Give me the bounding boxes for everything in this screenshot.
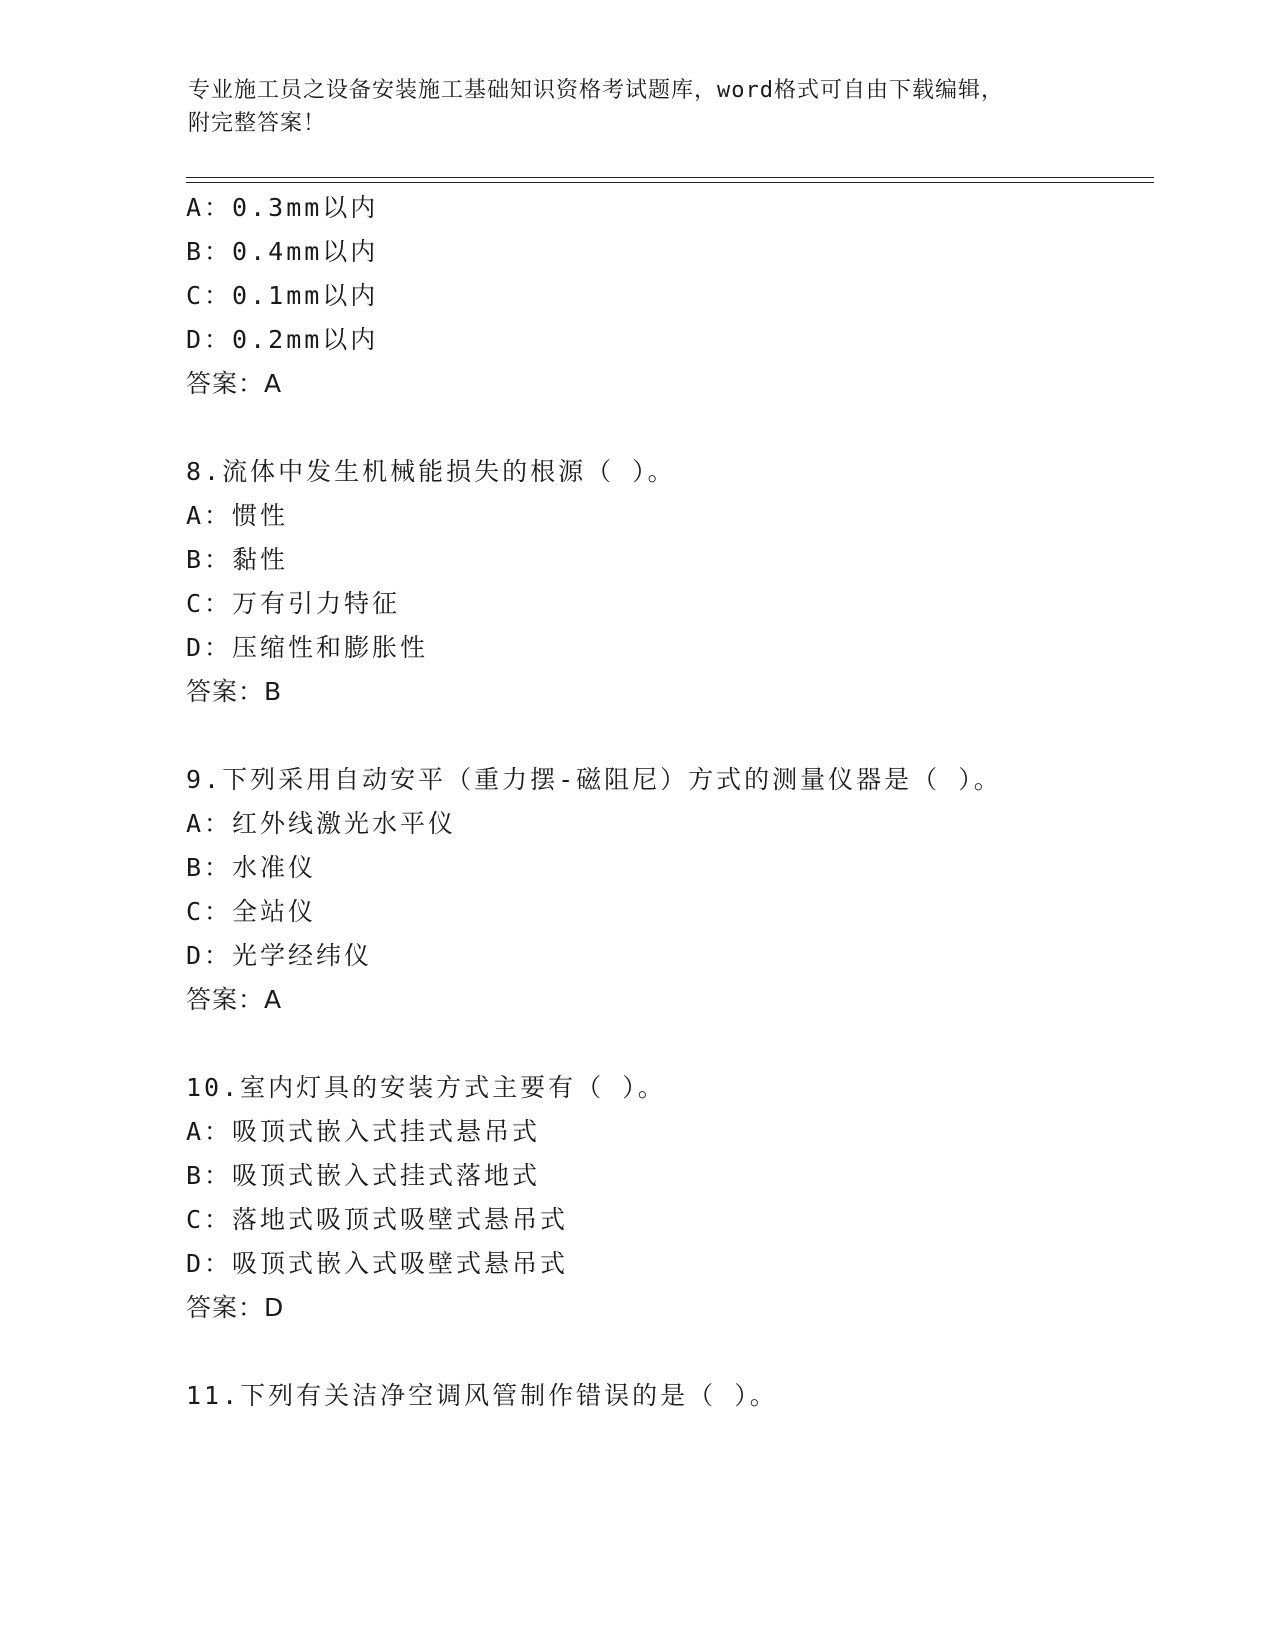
q9-option-c: C：全站仪	[186, 897, 317, 926]
q9-option-a: A：红外线激光水平仪	[186, 809, 457, 838]
header-divider-bottom	[186, 182, 1154, 183]
q10-option-b: B：吸顶式嵌入式挂式落地式	[186, 1161, 541, 1190]
q7-option-d: D：0.2mm以内	[186, 325, 379, 354]
q10-option-a: A：吸顶式嵌入式挂式悬吊式	[186, 1117, 541, 1146]
header-divider-top	[186, 177, 1154, 178]
header-line-2: 附完整答案！	[188, 111, 327, 136]
q9-option-d: D：光学经纬仪	[186, 941, 373, 970]
q8-option-a: A：惯性	[186, 501, 289, 530]
q7-option-a: A：0.3mm以内	[186, 193, 379, 222]
q10-question: 10.室内灯具的安装方式主要有（ ）。	[186, 1073, 666, 1102]
q7-answer: 答案：A	[186, 369, 283, 398]
q8-option-b: B：黏性	[186, 545, 289, 574]
q9-question: 9.下列采用自动安平（重力摆-磁阻尼）方式的测量仪器是（ ）。	[186, 765, 1002, 794]
document-header	[188, 74, 1068, 140]
q9-option-b: B：水准仪	[186, 853, 317, 882]
q10-option-c: C：落地式吸顶式吸壁式悬吊式	[186, 1205, 569, 1234]
q8-option-d: D：压缩性和膨胀性	[186, 633, 429, 662]
q7-option-b: B：0.4mm以内	[186, 237, 379, 266]
q8-question: 8.流体中发生机械能损失的根源（ ）。	[186, 457, 676, 486]
q7-option-c: C：0.1mm以内	[186, 281, 379, 310]
q9-answer: 答案：A	[186, 985, 283, 1014]
q8-answer: 答案：B	[186, 677, 283, 706]
q11-question: 11.下列有关洁净空调风管制作错误的是（ ）。	[186, 1381, 778, 1410]
header-line-1: 专业施工员之设备安装施工基础知识资格考试题库，word格式可自由下载编辑，	[188, 78, 1004, 103]
q8-option-c: C：万有引力特征	[186, 589, 401, 618]
q10-answer: 答案：D	[186, 1293, 285, 1322]
q10-option-d: D：吸顶式嵌入式吸壁式悬吊式	[186, 1249, 569, 1278]
